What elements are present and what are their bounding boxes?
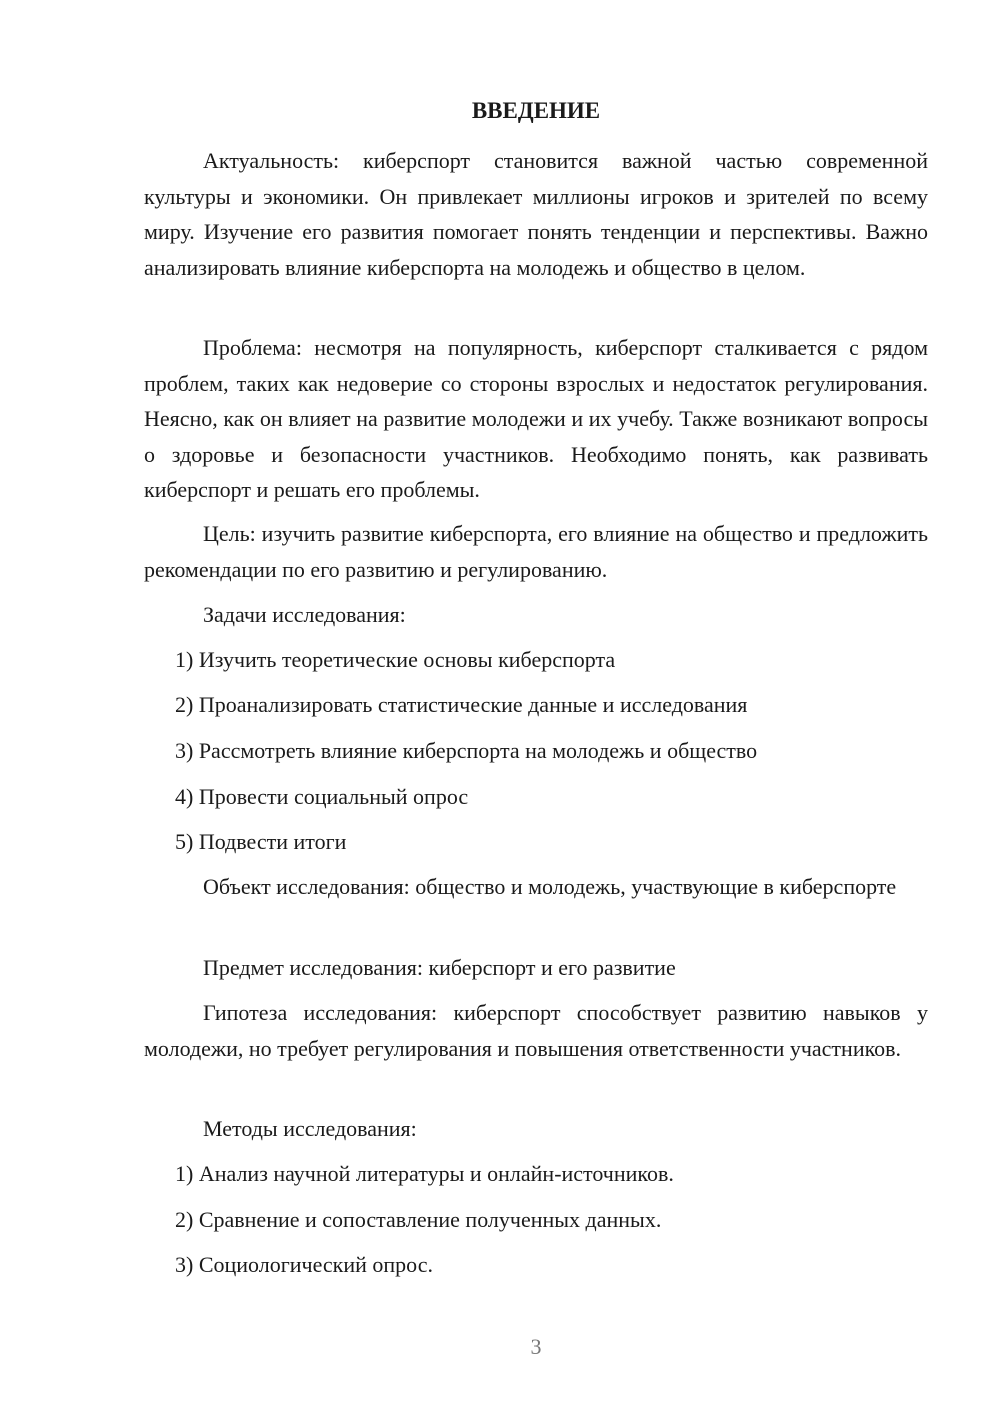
method-item: 2) Сравнение и сопоставление полученных данных. (175, 1207, 662, 1232)
page-number: 3 (530, 1334, 542, 1359)
problem-paragraph: Проблема: несмотря на популярность, киберспорт сталкивается с рядом проблем, таких как недоверие со стороны взрослых и недостаток регулирования. Неясно, как он влияет на развитие молодежи и их учебу. Также возникают вопросы о здоровье и безопасности участников. Необходимо понять, как развивать киберспорт и решать его проблемы. (144, 335, 928, 502)
method-item: 3) Социологический опрос. (175, 1252, 433, 1277)
task-item: 2) Проанализировать статистические данные и исследования (175, 692, 748, 717)
goal-paragraph: Цель: изучить развитие киберспорта, его влияние на общество и предложить рекомендации по его развитию и регулированию. (144, 521, 928, 582)
methods-heading: Методы исследования: (203, 1116, 417, 1141)
hypothesis-paragraph: Гипотеза исследования: киберспорт способствует развитию навыков у молодежи, но требует регулирования и повышения ответственности участников. (144, 1000, 928, 1061)
task-item: 4) Провести социальный опрос (175, 784, 469, 809)
page-title: ВВЕДЕНИЕ (471, 98, 601, 123)
relevance-paragraph: Актуальность: киберспорт становится важной частью современной культуры и экономики. Он привлекает миллионы игроков и зрителей по всему миру. Изучение его развития помогает понять тенденции и перспективы. Важно анализировать влияние киберспорта на молодежь и общество в целом. (144, 148, 928, 280)
task-item: 5) Подвести итоги (175, 829, 347, 854)
tasks-heading: Задачи исследования: (203, 602, 406, 627)
method-item: 1) Анализ научной литературы и онлайн-источников. (175, 1161, 674, 1186)
task-item: 1) Изучить теоретические основы киберспорта (175, 647, 616, 672)
object-paragraph: Объект исследования: общество и молодежь, участвующие в киберспорте (203, 874, 897, 899)
subject-paragraph: Предмет исследования: киберспорт и его развитие (203, 955, 676, 980)
document-page (144, 0, 928, 1414)
task-item: 3) Рассмотреть влияние киберспорта на молодежь и общество (175, 738, 758, 763)
